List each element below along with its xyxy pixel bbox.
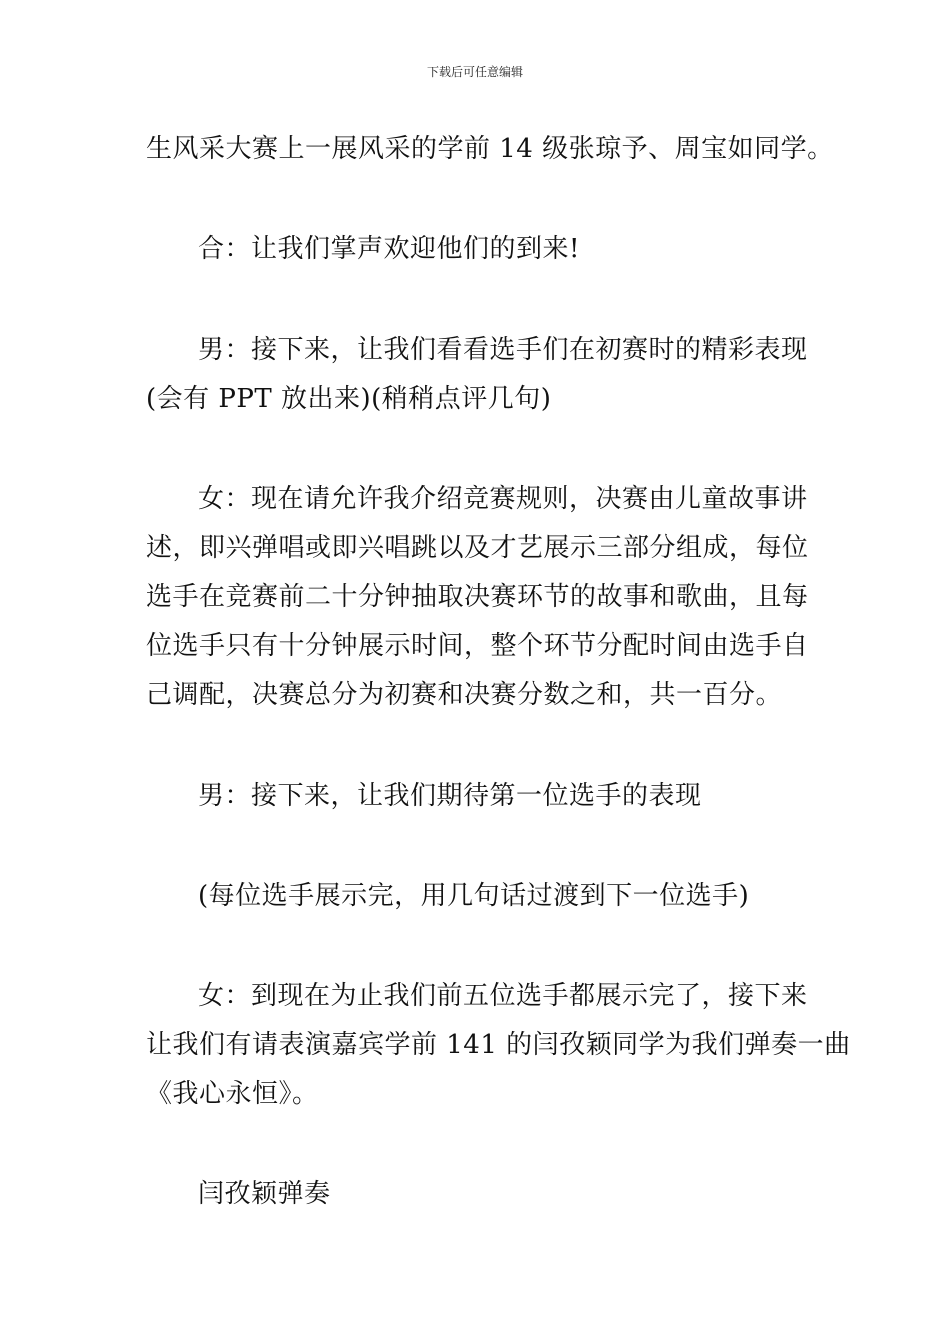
text-line: 述，即兴弹唱或即兴唱跳以及才艺展示三部分组成，每位 xyxy=(146,533,809,563)
paragraph-intro xyxy=(146,125,834,174)
page-header: 下载后可任意编辑 xyxy=(426,65,523,79)
text-line: 男：接下来，让我们期待第一位选手的表现 xyxy=(198,781,702,811)
paragraph-together xyxy=(146,225,814,274)
paragraph-stage-note xyxy=(146,872,814,921)
text-line: 闫孜颖弹奏 xyxy=(198,1179,331,1209)
paragraph-performance xyxy=(146,1170,814,1219)
text-line: 男：接下来，让我们看看选手们在初赛时的精彩表现 xyxy=(198,335,808,365)
text-line: (会有 PPT 放出来)(稍稍点评几句) xyxy=(146,384,552,414)
paragraph-male-2 xyxy=(146,772,814,821)
paragraph-male-1 xyxy=(146,326,814,424)
text-line: (每位选手展示完，用几句话过渡到下一位选手) xyxy=(198,881,750,911)
text-line: 女：到现在为止我们前五位选手都展示完了，接下来 xyxy=(198,981,808,1011)
text-line: 女：现在请允许我介绍竞赛规则，决赛由儿童故事讲 xyxy=(198,484,808,514)
text-line: 让我们有请表演嘉宾学前 141 的闫孜颖同学为我们弹奏一曲 xyxy=(146,1030,851,1060)
text-line: 位选手只有十分钟展示时间，整个环节分配时间由选手自 xyxy=(146,631,809,661)
text-line: 选手在竞赛前二十分钟抽取决赛环节的故事和歌曲，且每 xyxy=(146,582,809,612)
text-line: 合：让我们掌声欢迎他们的到来! xyxy=(198,234,580,264)
text-line: 《我心永恒》。 xyxy=(146,1079,319,1109)
text-line: 己调配，决赛总分为初赛和决赛分数之和，共一百分。 xyxy=(146,680,783,710)
paragraph-female-guest xyxy=(146,972,851,1119)
text-line: 生风采大赛上一展风采的学前 14 级张琼予、周宝如同学。 xyxy=(146,134,834,164)
paragraph-female-rules xyxy=(146,475,814,720)
